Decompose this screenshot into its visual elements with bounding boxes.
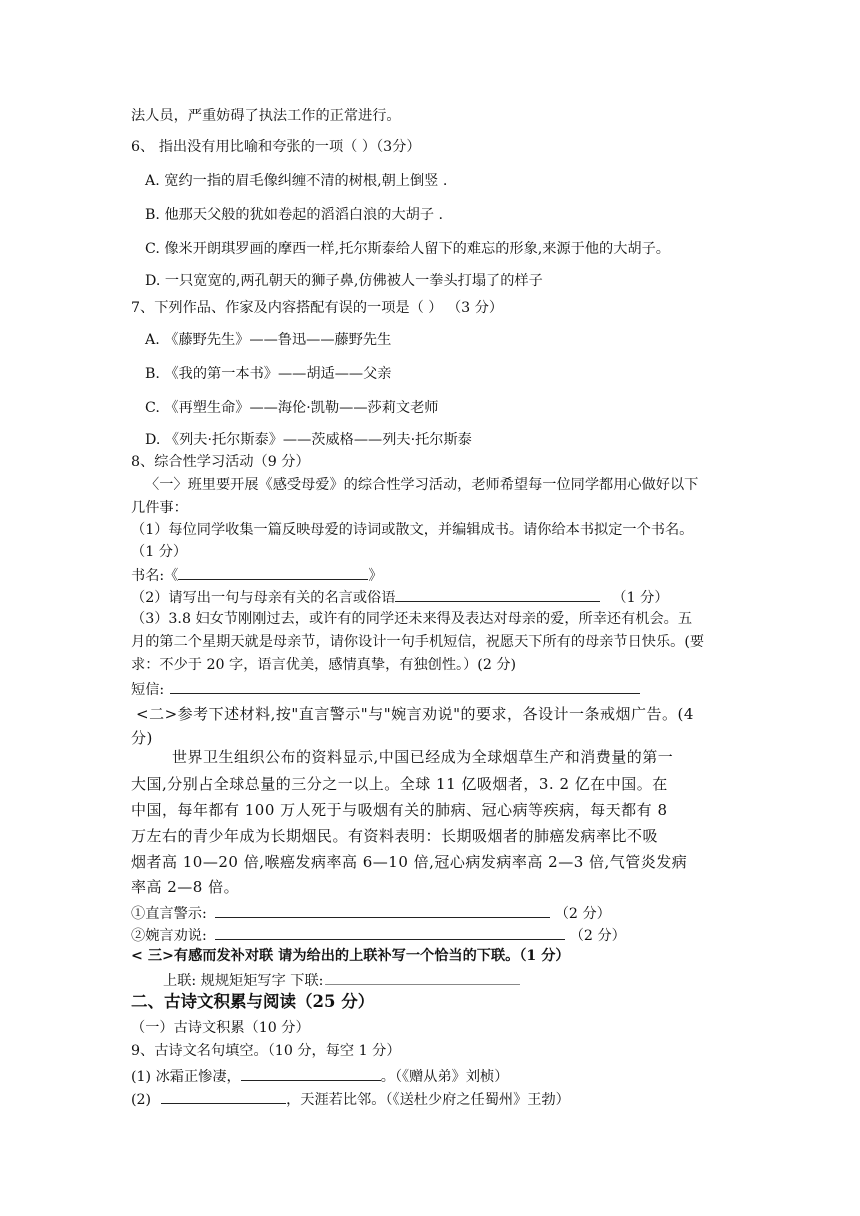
fill-line-2 (131, 1088, 570, 1110)
option-6a: A. 宽约一指的眉毛像纠缠不清的树根,朝上倒竖 . (145, 173, 448, 189)
option-7d: D. 《列夫·托尔斯泰》——茨威格——列夫·托尔斯泰 (145, 432, 472, 448)
fill-line-2-prefix: (2) (131, 1092, 152, 1108)
couplet-blank[interactable] (325, 969, 520, 985)
option-7b: B. 《我的第一本书》——胡适——父亲 (145, 366, 392, 382)
text-line: （1）每位同学收集一篇反映母爱的诗词或散文，并编辑成书。请你给本书拟定一个书名。 (131, 522, 694, 538)
text-line: 几件事： (131, 500, 188, 516)
text-line: （3）3.8 妇女节刚刚过去，或许有的同学还未来得及表达对母亲的爱，所幸还有机会。五 (131, 611, 693, 627)
passage-line: 烟者高 10—20 倍,喉癌发病率高 6—10 倍,冠心病发病率高 2—3 倍,气管炎发病 (131, 853, 688, 871)
sms-blank[interactable] (170, 678, 640, 694)
direct-warning-label: ①直言警示: (131, 906, 207, 922)
fill-line-1-prefix: (1) 冰霜正惨凄， (131, 1069, 241, 1085)
question-7: 7、下列作品、作家及内容搭配有误的一项是（ ） （3 分） (131, 300, 504, 316)
passage-line: 世界卫生组织公布的资料显示,中国已经成为全球烟草生产和消费量的第一 (172, 748, 674, 766)
text-line: 分) (131, 729, 153, 747)
saying-score: （1 分） (612, 590, 669, 606)
saying-row (131, 586, 669, 608)
direct-warning-blank[interactable] (215, 902, 550, 918)
gentle-persuasion-row (131, 924, 626, 946)
passage-line: 大国,分别占全球总量的三分之一以上。全球 11 亿吸烟者，3. 2 亿在中国。在 (131, 775, 668, 793)
fill-line-1-suffix: 。（《赠从弟》刘桢） (380, 1069, 509, 1085)
fill-line-2-blank[interactable] (161, 1088, 286, 1104)
sms-row (131, 678, 640, 700)
passage-line: 万左右的青少年成为长期烟民。有资料表明：长期吸烟者的肺癌发病率比不吸 (131, 827, 659, 845)
saying-label: （2）请写出一句与母亲有关的名言或俗语 (131, 590, 396, 606)
direct-warning-row (131, 902, 611, 924)
passage-line: 中国，每年都有 100 万人死于与吸烟有关的肺病、冠心病等疾病，每天都有 8 (131, 801, 668, 819)
book-title-end: 》 (368, 568, 383, 584)
book-title-label: 书名:《 (131, 568, 179, 584)
book-title-blank[interactable] (178, 564, 368, 580)
gentle-persuasion-label: ②婉言劝说: (131, 928, 207, 944)
option-7c: C. 《再塑生命》——海伦·凯勒——莎莉文老师 (145, 400, 439, 416)
text-line: 〈一〉班里要开展《感受母爱》的综合性学习活动，老师希望每一位同学都用心做好以下 (145, 477, 699, 493)
direct-warning-score: （2 分） (554, 906, 611, 922)
question-6: 6、 指出没有用比喻和夸张的一项（ ）（3分） (131, 139, 421, 155)
gentle-persuasion-score: （2 分） (569, 928, 626, 944)
sms-label: 短信: (131, 682, 165, 698)
text-line: 求：不少于 20 字，语言优美，感情真挚，有独创性。）(2 分) (131, 657, 517, 673)
question-8: 8、综合性学习活动（9 分） (131, 454, 310, 470)
section-heading: 二、古诗文积累与阅读（25 分） (131, 992, 375, 1011)
option-7a: A. 《藤野先生》——鲁迅——藤野先生 (145, 332, 392, 348)
option-6b: B. 他那天父般的犹如卷起的滔滔白浪的大胡子 . (145, 207, 444, 223)
text-line: <二>参考下述材料,按"直言警示"与"婉言劝说"的要求，各设计一条戒烟广告。(4 (136, 705, 694, 723)
book-title-row (131, 564, 383, 586)
couplet-label: 上联: 规规矩矩写字 下联: (163, 973, 324, 989)
option-6c: C. 像米开朗琪罗画的摩西一样,托尔斯泰给人留下的难忘的形象,来源于他的大胡子。 (145, 241, 670, 257)
text-line: （1 分） (131, 544, 188, 560)
fill-line-2-suffix: ，天涯若比邻。（《送杜少府之任蜀州》王勃） (286, 1092, 570, 1108)
saying-blank[interactable] (395, 586, 600, 602)
couplet-instruction: < 三>有感而发补对联 请为给出的上联补写一个恰当的下联。（1 分） (131, 948, 570, 964)
fill-line-1-blank[interactable] (241, 1065, 381, 1081)
question-9: 9、古诗文名句填空。（10 分，每空 1 分） (131, 1043, 401, 1059)
option-6d: D. 一只宽宽的,两孔朝天的狮子鼻,仿佛被人一拳头打塌了的样子 (145, 273, 543, 289)
text-line: 月的第二个星期天就是母亲节，请你设计一句手机短信，祝愿天下所有的母亲节日快乐。(要 (131, 634, 705, 650)
passage-line: 率高 2—8 倍。 (131, 878, 240, 896)
couplet-row (163, 969, 520, 991)
subsection-heading: （一）古诗文积累（10 分） (131, 1020, 310, 1036)
fill-line-1 (131, 1065, 508, 1087)
gentle-persuasion-blank[interactable] (215, 924, 565, 940)
text-line: 法人员，严重妨碍了执法工作的正常进行。 (131, 108, 401, 124)
